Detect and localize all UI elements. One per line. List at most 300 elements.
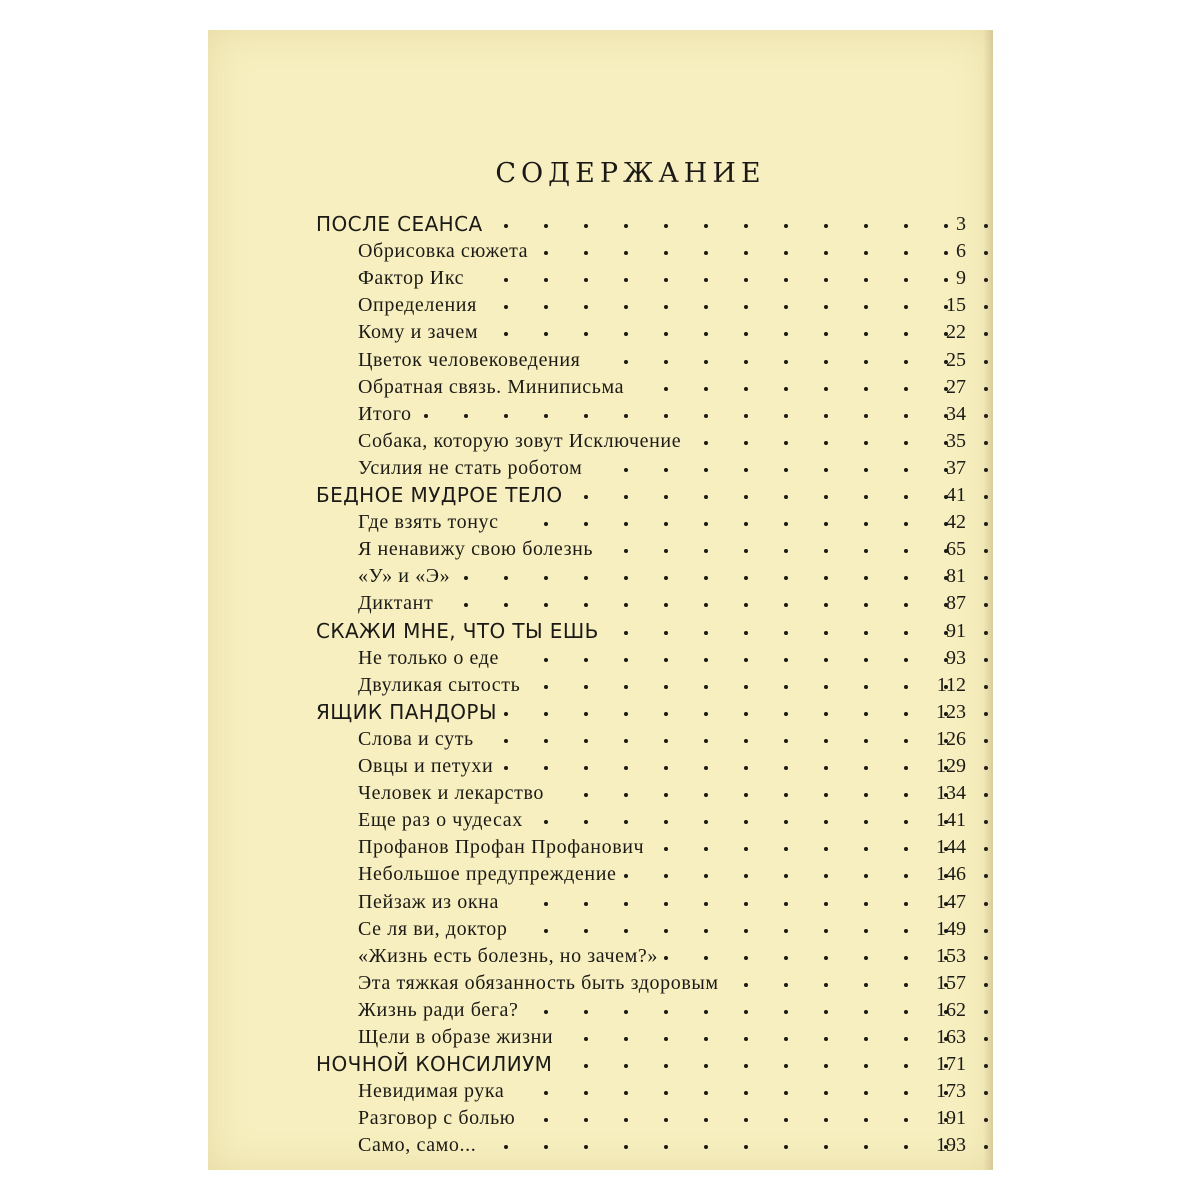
leader-dot [824, 1118, 828, 1122]
leader-dot [544, 1118, 548, 1122]
leader-dot [624, 820, 628, 824]
toc-entry-title: Цветок человековедения [358, 348, 581, 371]
leader-dot [664, 278, 668, 282]
leader-dot [744, 1145, 748, 1149]
leader-dot [744, 1091, 748, 1095]
leader-dot [584, 820, 588, 824]
leader-dot [664, 820, 668, 824]
leader-dot [624, 739, 628, 743]
toc-page-number: 162 [936, 998, 966, 1021]
toc-entry-title: Пейзаж из окна [358, 890, 499, 913]
toc-page-number: 191 [936, 1107, 966, 1130]
leader-dot [464, 414, 468, 418]
toc-entry-title: Не только о еде [358, 646, 500, 669]
leader-dot [864, 332, 868, 336]
leader-dot [704, 522, 708, 526]
leader-dot [624, 874, 628, 878]
leader-dot [704, 1010, 708, 1014]
toc-subsection [208, 511, 993, 550]
leader-dot [664, 685, 668, 689]
toc-page-number: 123 [936, 700, 966, 723]
leader-dot [824, 576, 828, 580]
leader-dot [784, 793, 788, 797]
leader-dot [744, 468, 748, 472]
leader-dot [864, 251, 868, 255]
toc-page-number: 41 [946, 484, 966, 506]
leader-dot [744, 360, 748, 364]
toc-entry-title: Собака, которую зовут Исключение [358, 429, 682, 452]
leader-dot [784, 658, 788, 662]
toc-entry-title: Кому и зачем [358, 321, 479, 344]
leader-dot [544, 1091, 548, 1095]
leader-dot [624, 414, 628, 418]
toc-page-number: 141 [936, 809, 966, 832]
leader-dot [864, 1064, 868, 1068]
leader-dot [624, 1145, 628, 1149]
leader-dot [864, 549, 868, 553]
leader-dot [864, 278, 868, 282]
leader-dot [864, 658, 868, 662]
leader-dot [704, 956, 708, 960]
leader-dot [784, 956, 788, 960]
toc-page-number: 91 [946, 619, 966, 642]
leader-dot [864, 793, 868, 797]
leader-dot [704, 793, 708, 797]
toc-subsection [208, 998, 993, 1038]
leader-dot [664, 902, 668, 906]
leader-dot [664, 468, 668, 472]
leader-dot [824, 929, 828, 933]
leader-dot [864, 956, 868, 960]
leader-dot [664, 603, 668, 607]
leader-dot [824, 332, 828, 336]
leader-dot [664, 414, 668, 418]
leader-dot [584, 658, 588, 662]
toc-page-number: 6 [956, 240, 966, 263]
leader-dot [544, 576, 548, 580]
leader-dot [664, 658, 668, 662]
leader-dot [824, 1037, 828, 1041]
leader-dot [784, 251, 788, 255]
leader-dot [784, 549, 788, 553]
leader-dot [624, 549, 628, 553]
leader-dot [744, 685, 748, 689]
leader-dot [664, 251, 668, 255]
leader-dot [744, 874, 748, 878]
toc-entry-title: Разговор с болью [358, 1107, 516, 1130]
leader-dot [544, 1010, 548, 1014]
leader-dot [784, 1010, 788, 1014]
leader-dot [704, 1037, 708, 1041]
leader-dot [864, 1091, 868, 1095]
toc-entry-title: Где взять тонус [358, 511, 499, 534]
leader-dot [624, 224, 628, 228]
toc-subsection [208, 321, 993, 360]
toc-subsection [208, 782, 993, 821]
leader-dot [784, 576, 788, 580]
leader-dot [584, 495, 588, 499]
toc-subsection [208, 294, 993, 333]
leader-dot [744, 766, 748, 770]
leader-dot [624, 522, 628, 526]
leader-dot [504, 332, 508, 336]
leader-dot [744, 224, 748, 228]
leader-dot [704, 414, 708, 418]
leader-dot [704, 495, 708, 499]
leader-dot [824, 847, 828, 851]
toc-entry-title: Невидимая рука [358, 1080, 505, 1103]
toc-subsection [208, 727, 993, 767]
leader-dot [584, 278, 588, 282]
leader-dot [824, 983, 828, 987]
leader-dot [424, 414, 428, 418]
leader-dot [864, 360, 868, 364]
leader-dot [744, 847, 748, 851]
leader-dot [544, 658, 548, 662]
toc-subsection [208, 429, 993, 469]
leader-dot [744, 1010, 748, 1014]
toc-page-number: 25 [946, 348, 966, 371]
toc-page-number: 42 [946, 511, 966, 534]
leader-dot [704, 712, 708, 716]
leader-dot [504, 278, 508, 282]
leader-dot [784, 522, 788, 526]
leader-dot [744, 902, 748, 906]
leader-dot [824, 1091, 828, 1095]
leader-dot [784, 712, 788, 716]
leader-dot [624, 332, 628, 336]
leader-dot [744, 1037, 748, 1041]
table-of-contents [208, 30, 993, 1170]
leader-dot [864, 468, 868, 472]
leader-dot [624, 929, 628, 933]
toc-section [208, 483, 993, 523]
leader-dot [584, 1064, 588, 1068]
leader-dot [704, 685, 708, 689]
toc-page-number: 93 [946, 646, 966, 669]
toc-section [208, 699, 993, 740]
toc-page-number: 3 [956, 213, 966, 235]
leader-dot [744, 522, 748, 526]
toc-page-number: 65 [946, 538, 966, 561]
leader-dot [664, 956, 668, 960]
toc-page-number: 173 [936, 1080, 966, 1103]
leader-dot [824, 603, 828, 607]
leader-dot [584, 1145, 588, 1149]
toc-entry-title: НОЧНОЙ КОНСИЛИУМ [316, 1052, 553, 1077]
toc-entry-title: Жизнь ради бега? [358, 998, 519, 1021]
toc-page-number: 15 [946, 294, 966, 317]
leader-dot [624, 603, 628, 607]
leader-dot [544, 414, 548, 418]
leader-dot [824, 305, 828, 309]
leader-dot [704, 1145, 708, 1149]
leader-dot [664, 387, 668, 391]
leader-dot [784, 278, 788, 282]
leader-dot [744, 631, 748, 635]
toc-entry-title: Овцы и петухи [358, 755, 494, 777]
toc-entry-title: Небольшое предупреждение [358, 863, 617, 886]
leader-dot [784, 1145, 788, 1149]
leader-dot [824, 631, 828, 635]
leader-dot [704, 278, 708, 282]
leader-dot [584, 793, 588, 797]
toc-entry-title: Еще раз о чудесах [358, 809, 523, 832]
leader-dot [664, 712, 668, 716]
leader-dot [864, 929, 868, 933]
toc-entry-title: Определения [358, 294, 477, 317]
leader-dot [744, 1064, 748, 1068]
leader-dot [824, 874, 828, 878]
leader-dot [544, 305, 548, 309]
leader-dot [704, 902, 708, 906]
toc-page-number: 147 [936, 890, 966, 913]
leader-dot [864, 847, 868, 851]
toc-page-number: 35 [946, 429, 966, 452]
leader-dot [784, 441, 788, 445]
leader-dot [704, 305, 708, 309]
leader-dot [624, 495, 628, 499]
leader-dot [584, 685, 588, 689]
leader-dot [464, 576, 468, 580]
leader-dot [584, 1037, 588, 1041]
book-page [208, 30, 993, 1170]
leader-dot [624, 658, 628, 662]
toc-page-number: 37 [946, 456, 966, 479]
toc-subsection [208, 755, 993, 794]
leader-dot [784, 305, 788, 309]
page-edge-shadow [983, 30, 993, 1170]
leader-dot [504, 603, 508, 607]
toc-entry-title: ЯЩИК ПАНДОРЫ [316, 699, 497, 724]
leader-dot [784, 414, 788, 418]
toc-section [208, 212, 993, 252]
leader-dot [624, 468, 628, 472]
toc-entry-title: Слова и суть [358, 727, 474, 750]
toc-entry-title: Обрисовка сюжета [358, 240, 529, 263]
leader-dot [664, 224, 668, 228]
leader-dot [624, 1064, 628, 1068]
leader-dot [544, 522, 548, 526]
leader-dot [824, 251, 828, 255]
toc-entry-title: Итого [358, 402, 412, 425]
leader-dot [584, 1091, 588, 1095]
leader-dot [624, 685, 628, 689]
leader-dot [584, 902, 588, 906]
leader-dot [704, 1064, 708, 1068]
leader-dot [624, 305, 628, 309]
leader-dot [744, 712, 748, 716]
leader-dot [664, 360, 668, 364]
leader-dot [704, 874, 708, 878]
leader-dot [584, 712, 588, 716]
leader-dot [504, 766, 508, 770]
leader-dot [664, 1118, 668, 1122]
toc-subsection [208, 1107, 993, 1146]
leader-dot [784, 224, 788, 228]
leader-dot [624, 902, 628, 906]
leader-dot [624, 278, 628, 282]
leader-dot [864, 820, 868, 824]
leader-dot [664, 766, 668, 770]
leader-dot [744, 603, 748, 607]
leader-dot [864, 441, 868, 445]
leader-dot [824, 495, 828, 499]
leader-dot [504, 576, 508, 580]
leader-dot [744, 658, 748, 662]
leader-dot [584, 414, 588, 418]
leader-dot [704, 658, 708, 662]
leader-dot [584, 224, 588, 228]
toc-entry-title: Се ля ви, доктор [358, 917, 508, 940]
leader-dot [744, 929, 748, 933]
leader-dot [784, 1064, 788, 1068]
leader-dot [784, 902, 788, 906]
leader-dot [624, 712, 628, 716]
leader-dot [824, 1064, 828, 1068]
leader-dot [824, 820, 828, 824]
leader-dot [824, 902, 828, 906]
leader-dot [744, 495, 748, 499]
toc-entry-title: Человек и лекарство [358, 782, 544, 805]
toc-subsection [208, 538, 993, 577]
leader-dot [664, 495, 668, 499]
leader-dot [704, 1118, 708, 1122]
toc-entry-title: Усилия не стать роботом [358, 456, 583, 479]
leader-dot [584, 766, 588, 770]
leader-dot [664, 332, 668, 336]
leader-dot [824, 766, 828, 770]
leader-dot [664, 576, 668, 580]
leader-dot [664, 305, 668, 309]
toc-page-number: 146 [936, 863, 966, 886]
toc-subsection [208, 267, 993, 306]
leader-dot [864, 874, 868, 878]
toc-subsection [208, 646, 993, 686]
leader-dot [664, 739, 668, 743]
leader-dot [784, 685, 788, 689]
leader-dot [464, 603, 468, 607]
toc-entry-title: Двуликая сытость [358, 673, 521, 696]
toc-entry-title: БЕДНОЕ МУДРОЕ ТЕЛО [316, 483, 563, 507]
leader-dot [624, 1037, 628, 1041]
leader-dot [864, 522, 868, 526]
leader-dot [784, 603, 788, 607]
toc-subsection [208, 1080, 993, 1119]
leader-dot [824, 739, 828, 743]
toc-entry-title: Я ненавижу свою болезнь [358, 538, 594, 561]
leader-dot [664, 631, 668, 635]
leader-dot [824, 658, 828, 662]
leader-dot [544, 766, 548, 770]
leader-dot [864, 739, 868, 743]
leader-dot [664, 1010, 668, 1014]
leader-dot [584, 739, 588, 743]
leader-dot [504, 305, 508, 309]
leader-dot [784, 1037, 788, 1041]
leader-dot [704, 929, 708, 933]
toc-page-number: 27 [946, 375, 966, 398]
leader-dot [704, 468, 708, 472]
leader-dot [504, 712, 508, 716]
leader-dot [664, 1091, 668, 1095]
leader-dot [544, 278, 548, 282]
leader-dot [784, 1091, 788, 1095]
leader-dot [744, 305, 748, 309]
leader-dot [704, 739, 708, 743]
leader-dot [504, 1145, 508, 1149]
leader-dot [704, 360, 708, 364]
leader-dot [744, 820, 748, 824]
leader-dot [744, 793, 748, 797]
leader-dot [744, 387, 748, 391]
leader-dot [624, 793, 628, 797]
leader-dot [584, 251, 588, 255]
leader-dot [784, 983, 788, 987]
leader-dot [624, 251, 628, 255]
leader-dot [744, 549, 748, 553]
toc-subsection [208, 240, 993, 279]
toc-subsection [208, 863, 993, 902]
toc-subsection [208, 971, 993, 1011]
leader-dot [744, 332, 748, 336]
toc-page-number: 81 [946, 565, 966, 588]
leader-dot [624, 766, 628, 770]
leader-dot [584, 332, 588, 336]
leader-dot [624, 1091, 628, 1095]
leader-dot [864, 1037, 868, 1041]
leader-dot [544, 603, 548, 607]
toc-page-number: 171 [936, 1053, 966, 1076]
leader-dot [864, 387, 868, 391]
toc-page-number: 153 [936, 944, 966, 967]
leader-dot [704, 603, 708, 607]
toc-page-number: 144 [936, 836, 966, 859]
leader-dot [544, 224, 548, 228]
toc-page-number: 129 [936, 755, 966, 777]
leader-dot [744, 956, 748, 960]
leader-dot [864, 902, 868, 906]
toc-page-number: 126 [936, 727, 966, 750]
leader-dot [664, 522, 668, 526]
leader-dot [544, 902, 548, 906]
toc-entry-title: Щели в образе жизни [358, 1026, 554, 1048]
leader-dot [864, 495, 868, 499]
toc-page-number: 163 [936, 1026, 966, 1048]
leader-dot [864, 305, 868, 309]
leader-dot [824, 522, 828, 526]
toc-entry-title: Эта тяжкая обязанность быть здоровым [358, 971, 719, 994]
leader-dot [664, 1037, 668, 1041]
leader-dot [544, 739, 548, 743]
leader-dot [664, 1064, 668, 1068]
leader-dot [824, 360, 828, 364]
leader-dot [784, 820, 788, 824]
leader-dot [824, 414, 828, 418]
leader-dot [824, 441, 828, 445]
leader-dot [824, 685, 828, 689]
toc-entry-title: Фактор Икс [358, 267, 465, 290]
leader-dot [544, 1145, 548, 1149]
toc-entry-title: Само, само... [358, 1134, 477, 1157]
leader-dot [704, 576, 708, 580]
leader-dot [784, 332, 788, 336]
leader-dot [704, 631, 708, 635]
leader-dot [864, 983, 868, 987]
leader-dot [824, 387, 828, 391]
toc-entry-title: «Жизнь есть болезнь, но зачем?» [358, 944, 658, 967]
leader-dot [824, 793, 828, 797]
